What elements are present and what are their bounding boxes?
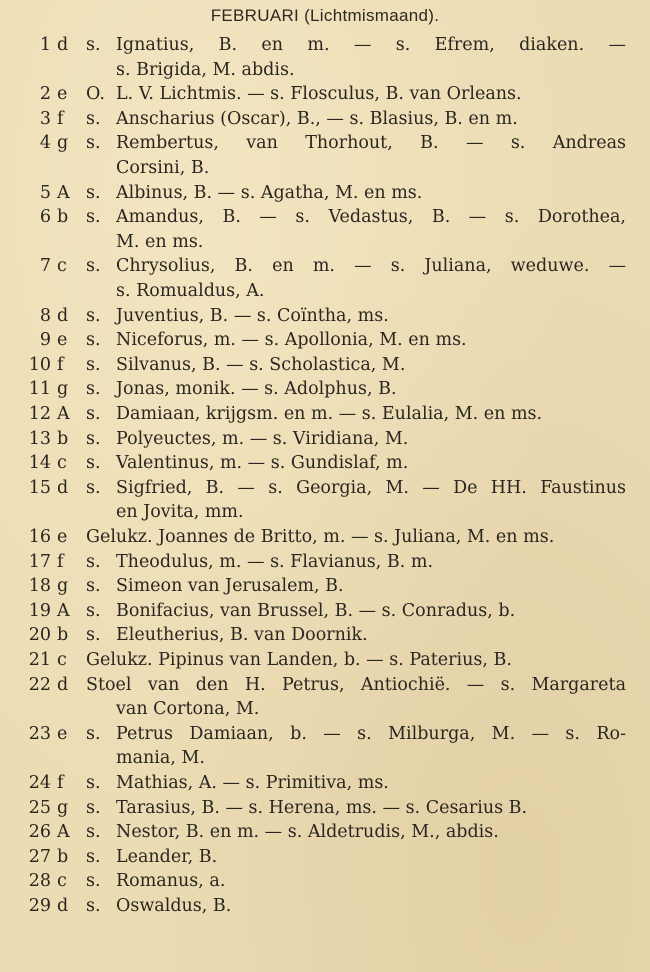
entry-line [0,796,650,820]
saint-text: Petrus Damiaan, b. — s. Milburga, M. — s. Ro- [116,723,626,744]
saint-text: Juventius, B. — s. Coïntha, ms. [116,305,389,326]
saint-text: M. en ms. [116,231,204,252]
saint-prefix: s. [86,822,101,843]
saint-prefix: s. [86,35,101,55]
day-number: 21 [28,650,51,670]
dominical-letter: c [57,871,67,892]
saint-text: Damiaan, krijgsm. en m. — s. Eulalia, M. en ms. [116,404,543,424]
entry-line [0,402,650,426]
day-number: 23 [28,723,51,744]
saint-prefix: s. [86,896,101,916]
saint-text: Romanus, a. [116,871,226,892]
day-number: 14 [28,453,51,474]
saint-text: Oswaldus, B. [116,896,232,916]
entry-line [0,131,650,155]
entry-line [0,476,650,500]
entry-line [0,279,650,303]
saint-text: Theodulus, m. — s. Flavianus, B. m. [116,551,434,572]
dominical-letter: g [57,797,69,818]
saint-text: Leander, B. [116,846,218,867]
entry-line [0,328,650,352]
saint-text: Anscharius (Oscar), B., — s. Blasius, B. en m. [116,108,518,129]
dominical-letter: f [57,354,64,375]
entry-line [0,58,650,82]
day-number: 25 [28,797,51,818]
saint-prefix: s. [86,330,101,351]
dominical-letter: d [57,674,69,695]
saint-text: Gelukz. Joannes de Britto, m. — s. Juliana, M. en ms. [86,527,555,547]
day-number: 7 [39,256,51,277]
month-title: FEBRUARI (Lichtmismaand). [210,6,440,25]
saint-prefix: s. [86,207,101,228]
saint-prefix: s. [86,354,101,375]
day-number: 9 [39,330,51,351]
day-number: 5 [39,182,51,203]
entry-line [0,623,650,647]
day-number: 18 [28,576,51,597]
day-number: 17 [28,551,51,572]
day-number: 1 [39,35,51,55]
saint-prefix: s. [86,551,101,572]
entry-line [0,574,650,598]
saint-prefix: s. [86,182,101,203]
saint-prefix: s. [86,576,101,597]
saint-text: Bonifacius, van Brussel, B. — s. Conradus, b. [116,600,516,621]
dominical-letter: e [57,84,68,105]
entry-line [0,746,650,770]
saint-text: mania, M. [116,748,205,769]
entry-line [0,845,650,869]
saint-prefix: s. [86,453,101,474]
dominical-letter: A [57,600,70,621]
day-number: 6 [39,207,51,228]
saint-text: Ignatius, B. en m. — s. Efrem, diaken. — [116,35,626,55]
saint-text: Nestor, B. en m. — s. Aldetrudis, M., abdis. [116,822,499,843]
saint-prefix: s. [86,108,101,129]
entry-line [0,156,650,180]
saint-prefix: s. [86,305,101,326]
day-number: 2 [39,84,51,105]
saint-text: en Jovita, mm. [116,502,244,523]
saint-text: Polyeuctes, m. — s. Viridiana, M. [116,428,409,449]
day-number: 26 [28,822,51,843]
entry-line [0,427,650,451]
day-number: 12 [28,404,51,424]
day-number: 4 [39,133,51,154]
entry-line [0,353,650,377]
entry-line [0,304,650,328]
saint-text: Rembertus, van Thorhout, B. — s. Andreas [116,133,626,154]
entry-line [0,107,650,131]
saint-text: s. Brigida, M. abdis. [116,59,295,80]
dominical-letter: g [57,576,69,597]
saint-text: s. Romualdus, A. [116,281,265,301]
saint-prefix: s. [86,404,101,424]
dominical-letter: g [57,379,69,400]
dominical-letter: g [57,133,69,154]
entry-line [0,820,650,844]
saint-text: Gelukz. Pipinus van Landen, b. — s. Paterius, B. [86,650,512,670]
dominical-letter: e [57,330,68,351]
entry-line [0,673,650,697]
entry-line [0,525,650,549]
entry-line [0,550,650,574]
dominical-letter: c [57,256,67,277]
dominical-letter: f [57,551,64,572]
saint-text: Jonas, monik. — s. Adolphus, B. [116,379,397,400]
dominical-letter: c [57,650,67,670]
day-number: 16 [28,527,51,547]
entry-line [0,771,650,795]
dominical-letter: c [57,453,67,474]
saint-text: Stoel van den H. Petrus, Antiochië. — s. Margareta [86,674,626,695]
dominical-letter: f [57,773,64,793]
saint-text: L. V. Lichtmis. — s. Flosculus, B. van Orleans. [116,84,522,105]
saint-prefix: s. [86,477,101,498]
entry-line [0,500,650,524]
dominical-letter: d [57,305,69,326]
saint-text: Silvanus, B. — s. Scholastica, M. [116,354,406,375]
saint-prefix: s. [86,871,101,892]
dominical-letter: b [57,207,69,228]
dominical-letter: A [57,404,70,424]
dominical-letter: e [57,527,68,547]
dominical-letter: A [57,822,70,843]
saint-prefix: s. [86,379,101,400]
entry-line [0,377,650,401]
day-number: 27 [28,846,51,867]
saint-prefix: s. [86,625,101,646]
saint-text: Albinus, B. — s. Agatha, M. en ms. [116,182,423,203]
saint-text: Amandus, B. — s. Vedastus, B. — s. Dorothea, [116,207,626,228]
day-number: 13 [28,428,51,449]
day-number: 3 [39,108,51,129]
dominical-letter: d [57,35,69,55]
entry-line [0,451,650,475]
entry-line [0,33,650,57]
entry-line [0,599,650,623]
day-number: 8 [39,305,51,326]
saint-text: Corsini, B. [116,158,210,178]
entry-line [0,869,650,893]
saint-text: van Cortona, M. [116,699,260,720]
entry-line [0,894,650,918]
saint-text: Sigfried, B. — s. Georgia, M. — De HH. Faustinus [116,477,626,498]
dominical-letter: b [57,625,69,646]
saint-prefix: s. [86,773,101,793]
entry-line [0,82,650,106]
dominical-letter: A [57,182,70,203]
day-number: 11 [28,379,51,400]
dominical-letter: e [57,723,68,744]
dominical-letter: d [57,477,69,498]
saint-text: Chrysolius, B. en m. — s. Juliana, weduwe. — [116,256,626,277]
saint-prefix: s. [86,723,101,744]
saint-prefix: O. [86,84,105,105]
entry-line [0,722,650,746]
dominical-letter: b [57,846,69,867]
entry-line [0,205,650,229]
entry-line [0,254,650,278]
day-number: 24 [28,773,51,793]
saint-prefix: s. [86,846,101,867]
saint-prefix: s. [86,797,101,818]
saint-text: Valentinus, m. — s. Gundislaf, m. [116,453,409,474]
day-number: 15 [28,477,51,498]
entry-line [0,230,650,254]
day-number: 10 [28,354,51,375]
saint-text: Eleutherius, B. van Doornik. [116,625,368,646]
saint-text: Mathias, A. — s. Primitiva, ms. [116,773,389,793]
day-number: 22 [28,674,51,695]
saint-prefix: s. [86,133,101,154]
saint-text: Niceforus, m. — s. Apollonia, M. en ms. [116,330,467,351]
day-number: 29 [28,896,51,916]
entry-line [0,697,650,721]
saint-prefix: s. [86,428,101,449]
saint-prefix: s. [86,600,101,621]
entry-line [0,648,650,672]
saint-text: Tarasius, B. — s. Herena, ms. — s. Cesarius B. [116,797,528,818]
dominical-letter: b [57,428,69,449]
saint-prefix: s. [86,256,101,277]
day-number: 20 [28,625,51,646]
day-number: 19 [28,600,51,621]
dominical-letter: d [57,896,69,916]
entry-line [0,181,650,205]
dominical-letter: f [57,108,64,129]
day-number: 28 [28,871,51,892]
saint-text: Simeon van Jerusalem, B. [116,576,344,597]
